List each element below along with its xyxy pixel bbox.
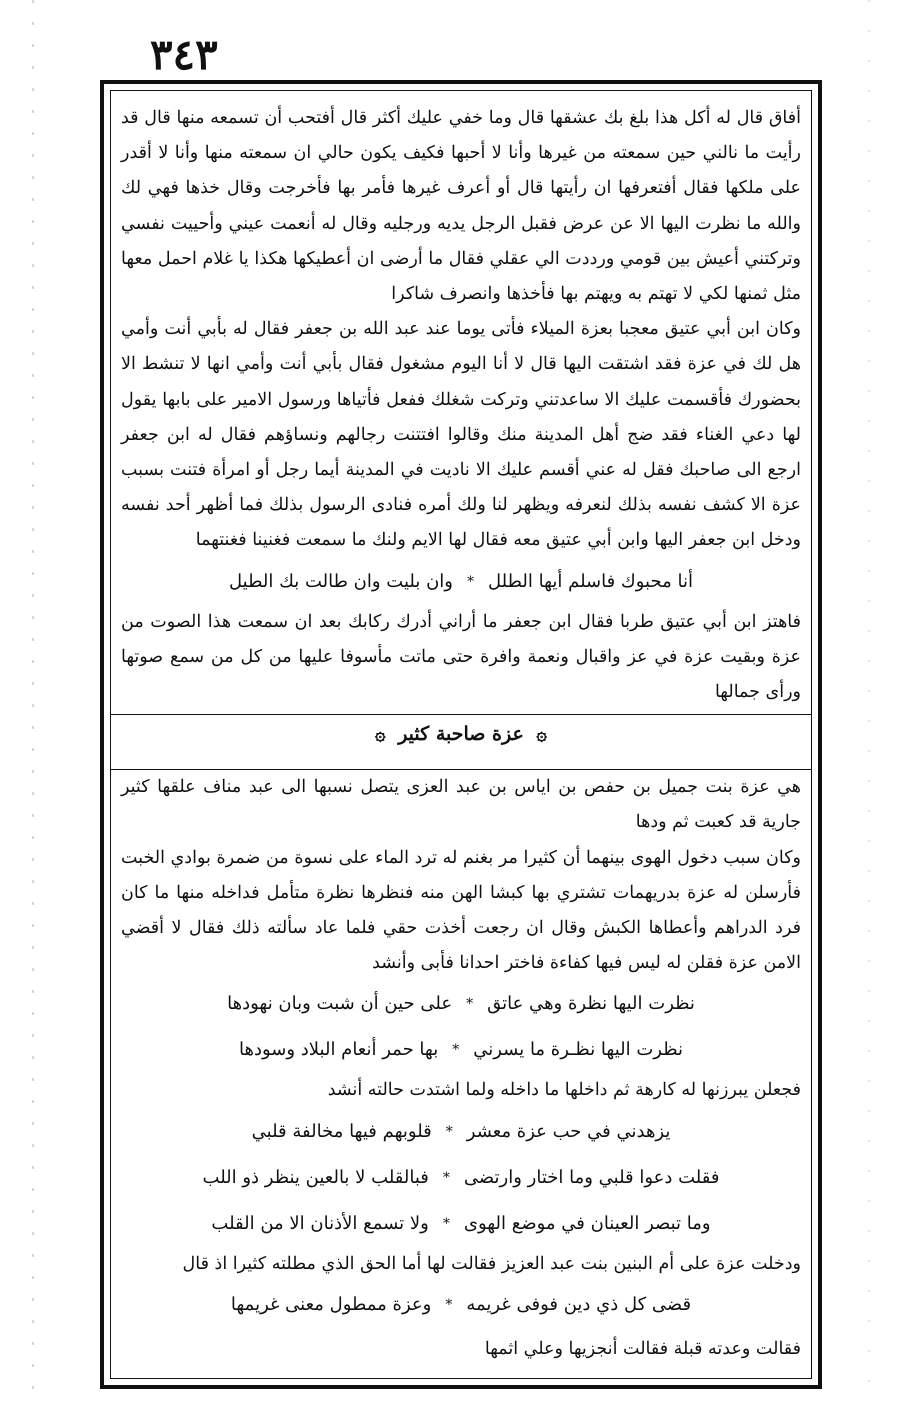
- paragraph-middle-line: فجعلن يبرزنها له كارهة ثم داخلها ما داخله ولما اشتدت حالته أنشد: [327, 1080, 801, 1101]
- verse-hemistich-left: فبالقلب لا بالعين ينظر ذو اللب: [202, 1166, 429, 1188]
- ornament-icon: ۞: [375, 724, 386, 746]
- page-content: [121, 101, 801, 1368]
- verse-hemistich-right: قضى كل ذي دين فوفى غريمه: [466, 1293, 692, 1315]
- paragraph-closing: فقالت وعدته قبلة فقالت أنجزيها وعلي اثمها: [484, 1338, 801, 1359]
- verse-line: [121, 1109, 801, 1155]
- ornament-icon: ۞: [536, 724, 547, 746]
- verse-hemistich-left: بها حمر أنعام البلاد وسودها: [239, 1039, 439, 1061]
- scan-edge-line: [868, 0, 870, 1407]
- verse-line: [121, 559, 801, 605]
- verse-line: [121, 1201, 801, 1247]
- verse-hemistich-right: نظرت اليها نظـرة ما يسرني: [473, 1039, 684, 1061]
- section-heading-text: عزة صاحبة كثير: [398, 723, 524, 746]
- section-divider: [111, 714, 811, 770]
- verse-separator: *: [445, 1296, 453, 1313]
- paragraph-after-verse: فاهتز ابن أبي عتيق طربا فقال ابن جعفر ما أراني أدرك ركابك بعد ان سمعت هذا الصوت من عزة وبقيت عزة في عز واقبال ونعمة وافرة حتى ماتت مأسوفا عليها من كل من سمع صوتها ورأى جمالها: [121, 611, 801, 703]
- verse-separator: *: [442, 1169, 450, 1186]
- verse-separator: *: [445, 1123, 453, 1140]
- paragraph-azza-story: وكان سبب دخول الهوى بينهما أن كثيرا مر بغنم له ترد الماء على نسوة من ضمرة بوادي الخبت فأرسلن له عزة بدريهمات تشتري بها كبشا الهن منه فنظرها نظرة متأمل فداخله منها ما كان فرد الدراهم وأعطاها الكبش وقال ان رجعت أخذت حقي فلما عاد سألته ذلك فقال لا أقضي الامن عزة فقلن له ليس فيها كفاءة فاختر احدانا فأبى وأنشد: [121, 847, 801, 974]
- verse-separator: *: [452, 1042, 460, 1059]
- verse-separator: *: [467, 573, 475, 590]
- verse-line: [121, 1155, 801, 1201]
- scan-dotted-line: [32, 0, 34, 1407]
- page-number: ٣٤٣: [150, 30, 218, 79]
- verse-hemistich-left: وعزة ممطول معنى غريمها: [230, 1293, 432, 1315]
- paragraph-umm-al-banin: ودخلت عزة على أم البنين بنت عبد العزيز فقالت لها أما الحق الذي مطلته كثيرا اذ قال: [182, 1253, 801, 1274]
- paragraph-ibn-abi-atiq: وكان ابن أبي عتيق معجبا بعزة الميلاء فأتى يوما عند عبد الله بن جعفر فقال له بأبي أنت وأمي هل لك في عزة فقد اشتقت اليها قال لا أنا اليوم مشغول فقال بأبي أنت وأمي انها لا تنشط الا بحضورك فأقسمت عليك الا ساعدتني وتركت شغلك ففعل فأتياها ورسول الامير على بابها يقول لها دعي الغناء فقد ضج أهل المدينة منك وقالوا افتتنت رجالهم ونساؤهم فقال له ابن جعفر ارجع الى صاحبك فقل له عني أقسم عليك الا ناديت في المدينة أيما رجل أو امرأة فتنت بسبب عزة الا كشف نفسه بذلك لنعرفه ويظهر لنا ولك أمره فنادى الرسول بذلك فما أظهر أحد نفسه ودخل ابن جعفر اليها وابن أبي عتيق معه فقال لها الايم ولنك ما سمعت فغنينا فغنتهما: [121, 319, 801, 551]
- verse-line: [121, 981, 801, 1027]
- verse-hemistich-right: نظرت اليها نظرة وهي عاتق: [487, 993, 695, 1015]
- page-frame: [100, 80, 822, 1389]
- verse-hemistich-right: وما تبصر العينان في موضع الهوى: [463, 1212, 711, 1234]
- verse-hemistich-right: أنا محبوك فاسلم أيها الطلل: [488, 570, 693, 592]
- verse-hemistich-left: وان بليت وان طالت بك الطيل: [229, 570, 454, 592]
- verse-hemistich-left: قلوبهم فيها مخالفة قلبي: [251, 1120, 432, 1142]
- verse-separator: *: [442, 1215, 450, 1232]
- paragraph-ugly-lover: أفاق قال له أكل هذا بلغ بك عشقها قال وما خفي عليك أكثر قال أفتحب أن تسمعه منها قال قد رأيت ما نالني حين سمعته من غيرها وأنا لا أحبها فكيف يكون حالي ان سمعته منها وأنا لا أقدر على ملكها فقال أفتعرفها ان رأيتها قال أو أعرف غيرها فأمر بها فأخرجت وقال خذها فهي لك والله ما نظرت اليها الا عن عرض فقبل الرجل يديه ورجليه وقال له أنعمت عيني وأحييت نفسي وتركتني أعيش بين قومي ورددت الي عقلي فقال ما أرضى ان أعطيكها هكذا يا غلام احمل معها مثل ثمنها لكي لا تهتم به ويهتم بها فأخذها وانصرف شاكرا: [121, 108, 801, 305]
- page-inner-frame: [110, 90, 812, 1379]
- verse-hemistich-left: ولا تسمع الأذنان الا من القلب: [211, 1212, 429, 1234]
- verse-line: [121, 1282, 801, 1328]
- section-heading: [111, 723, 811, 745]
- verse-separator: *: [466, 996, 474, 1013]
- verse-line: [121, 1027, 801, 1073]
- paragraph-azza-lineage: هي عزة بنت جميل بن حفص بن اياس بن عبد العزى يتصل نسبها الى عبد مناف علقها كثير جارية قد كعبت ثم ودها: [121, 777, 801, 833]
- verse-hemistich-right: يزهدني في حب عزة معشر: [466, 1120, 671, 1142]
- verse-hemistich-left: على حين أن شبت وبان نهودها: [227, 993, 453, 1015]
- verse-hemistich-right: فقلت دعوا قلبي وما اختار وارتضى: [463, 1166, 720, 1188]
